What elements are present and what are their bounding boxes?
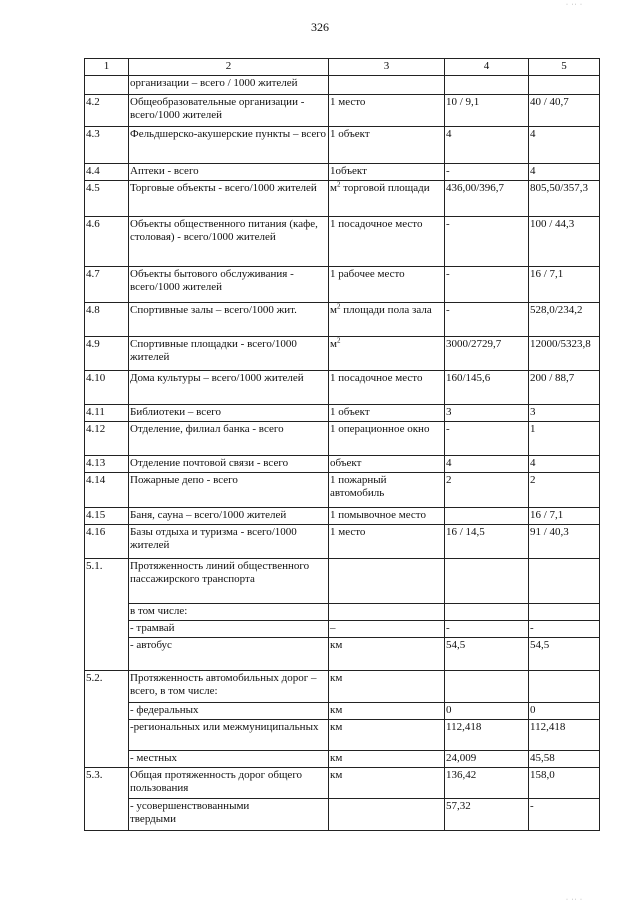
unit-superscript: 2 <box>336 180 341 189</box>
row-number: 4.5 <box>85 181 129 217</box>
header-col-5: 5 <box>529 59 600 76</box>
row-number: 4.16 <box>85 525 129 559</box>
row-value-target: 200 / 88,7 <box>529 371 600 405</box>
page-number: 326 <box>311 20 329 34</box>
corner-mark-top: · ·· · <box>566 2 583 8</box>
row-value-current: 436,00/396,7 <box>445 181 529 217</box>
row-indicator: - автобус <box>129 638 329 671</box>
row-value-target: 528,0/234,2 <box>529 303 600 337</box>
table-row <box>85 559 600 604</box>
row-unit <box>329 303 445 337</box>
row-unit: 1объект <box>329 164 445 181</box>
row-indicator: -региональных или межмуниципальных <box>129 720 329 751</box>
row-value-target: 16 / 7,1 <box>529 508 600 525</box>
row-unit: 1 место <box>329 525 445 559</box>
table-row <box>85 95 600 127</box>
row-value-target: 100 / 44,3 <box>529 217 600 267</box>
row-unit <box>329 559 445 604</box>
row-indicator: Объекты бытового обслуживания - всего/1000 жителей <box>129 267 329 303</box>
row-unit: 1 место <box>329 95 445 127</box>
row-unit: км <box>329 638 445 671</box>
table-row <box>85 405 600 422</box>
row-value-current: 24,009 <box>445 751 529 768</box>
row-indicator: Общая протяженность дорог общего пользования <box>129 768 329 799</box>
row-unit <box>329 799 445 831</box>
row-number: 4.8 <box>85 303 129 337</box>
row-number: 4.4 <box>85 164 129 181</box>
table-row <box>85 127 600 164</box>
row-value-target: 40 / 40,7 <box>529 95 600 127</box>
row-indicator: Баня, сауна – всего/1000 жителей <box>129 508 329 525</box>
row-indicator: Отделение, филиал банка - всего <box>129 422 329 456</box>
row-value-current: 4 <box>445 456 529 473</box>
row-indicator: Библиотеки – всего <box>129 405 329 422</box>
row-number: 4.10 <box>85 371 129 405</box>
table-row <box>85 525 600 559</box>
row-unit: 1 объект <box>329 405 445 422</box>
row-value-current: 57,32 <box>445 799 529 831</box>
row-value-current: 3000/2729,7 <box>445 337 529 371</box>
row-number: 5.3. <box>85 768 129 831</box>
row-indicator: Фельдшерско-акушерские пункты – всего <box>129 127 329 164</box>
row-unit: км <box>329 703 445 720</box>
table-row <box>85 671 600 703</box>
row-unit <box>329 604 445 621</box>
row-unit: 1 пожарный автомобиль <box>329 473 445 508</box>
row-value-current: 4 <box>445 127 529 164</box>
row-unit: – <box>329 621 445 638</box>
row-indicator: Протяженность линий общественного пассажирского транспорта <box>129 559 329 604</box>
row-indicator <box>129 799 329 831</box>
row-unit: 1 помывочное место <box>329 508 445 525</box>
row-value-current <box>445 76 529 95</box>
row-unit <box>329 76 445 95</box>
table-row <box>85 751 600 768</box>
unit-text: м <box>330 182 337 194</box>
table-row <box>85 621 600 638</box>
header-col-3: 3 <box>329 59 445 76</box>
table-row <box>85 371 600 405</box>
row-value-current: 112,418 <box>445 720 529 751</box>
row-value-current: 3 <box>445 405 529 422</box>
table-row <box>85 473 600 508</box>
row-indicator: организации – всего / 1000 жителей <box>129 76 329 95</box>
row-number: 4.11 <box>85 405 129 422</box>
table-row <box>85 337 600 371</box>
row-value-target: 112,418 <box>529 720 600 751</box>
row-indicator: - федеральных <box>129 703 329 720</box>
table-row <box>85 799 600 831</box>
row-number: 4.14 <box>85 473 129 508</box>
table-row <box>85 76 600 95</box>
row-indicator: Дома культуры – всего/1000 жителей <box>129 371 329 405</box>
row-number: 4.7 <box>85 267 129 303</box>
row-indicator: Торговые объекты - всего/1000 жителей <box>129 181 329 217</box>
header-col-4: 4 <box>445 59 529 76</box>
row-indicator: Отделение почтовой связи - всего <box>129 456 329 473</box>
row-unit: 1 рабочее место <box>329 267 445 303</box>
row-unit: км <box>329 768 445 799</box>
row-unit <box>329 337 445 371</box>
row-value-current: - <box>445 217 529 267</box>
row-value-current: 160/145,6 <box>445 371 529 405</box>
row-value-target: 4 <box>529 127 600 164</box>
table-row <box>85 768 600 799</box>
row-unit: 1 посадочное место <box>329 371 445 405</box>
row-number: 4.3 <box>85 127 129 164</box>
row-number: 5.2. <box>85 671 129 768</box>
row-value-target <box>529 559 600 604</box>
row-value-target: 2 <box>529 473 600 508</box>
row-indicator: в том числе: <box>129 604 329 621</box>
row-value-current: 0 <box>445 703 529 720</box>
table-row <box>85 508 600 525</box>
row-value-current: - <box>445 621 529 638</box>
row-value-target: 805,50/357,3 <box>529 181 600 217</box>
row-value-target: 12000/5323,8 <box>529 337 600 371</box>
row-unit: 1 операционное окно <box>329 422 445 456</box>
table-row <box>85 604 600 621</box>
row-number: 4.15 <box>85 508 129 525</box>
unit-text: м <box>330 304 337 316</box>
row-number: 4.9 <box>85 337 129 371</box>
row-value-current: - <box>445 164 529 181</box>
unit-superscript: 2 <box>336 336 341 345</box>
row-unit: 1 объект <box>329 127 445 164</box>
header-col-1: 1 <box>85 59 129 76</box>
row-value-current: 136,42 <box>445 768 529 799</box>
row-value-current <box>445 604 529 621</box>
row-indicator: Спортивные залы – всего/1000 жит. <box>129 303 329 337</box>
indicator-dash: - <box>130 800 134 812</box>
row-indicator: Пожарные депо - всего <box>129 473 329 508</box>
row-number: 4.13 <box>85 456 129 473</box>
row-value-current <box>445 671 529 703</box>
row-indicator: Аптеки - всего <box>129 164 329 181</box>
indicators-table <box>84 58 600 831</box>
corner-mark-bottom: · ·· · <box>566 897 583 903</box>
table-row <box>85 638 600 671</box>
row-value-current: 54,5 <box>445 638 529 671</box>
row-indicator: Общеобразовательные организации - всего/1000 жителей <box>129 95 329 127</box>
table-row <box>85 267 600 303</box>
row-value-target: 4 <box>529 164 600 181</box>
row-value-target: 0 <box>529 703 600 720</box>
row-indicator: Протяженность автомобильных дорог – всего, в том числе: <box>129 671 329 703</box>
table-row <box>85 181 600 217</box>
row-value-target: 158,0 <box>529 768 600 799</box>
table-row <box>85 720 600 751</box>
row-value-target: 91 / 40,3 <box>529 525 600 559</box>
row-number <box>85 76 129 95</box>
table-row <box>85 456 600 473</box>
row-number: 4.12 <box>85 422 129 456</box>
unit-text: м <box>330 338 337 350</box>
row-value-current: - <box>445 267 529 303</box>
row-unit: объект <box>329 456 445 473</box>
row-unit: км <box>329 671 445 703</box>
row-value-target: - <box>529 799 600 831</box>
row-unit: км <box>329 751 445 768</box>
row-value-target: 54,5 <box>529 638 600 671</box>
row-value-current: - <box>445 303 529 337</box>
table-row <box>85 303 600 337</box>
row-indicator: Базы отдыха и туризма - всего/1000 жителей <box>129 525 329 559</box>
row-value-target: 3 <box>529 405 600 422</box>
row-value-target: 16 / 7,1 <box>529 267 600 303</box>
row-number: 4.2 <box>85 95 129 127</box>
unit-text: площади пола зала <box>340 304 432 316</box>
row-value-target: 4 <box>529 456 600 473</box>
unit-text: торговой площади <box>340 182 430 194</box>
row-number: 4.6 <box>85 217 129 267</box>
row-value-target <box>529 604 600 621</box>
table-row <box>85 422 600 456</box>
row-value-target <box>529 76 600 95</box>
row-value-current: 2 <box>445 473 529 508</box>
row-value-current: 16 / 14,5 <box>445 525 529 559</box>
row-value-current <box>445 508 529 525</box>
header-col-2: 2 <box>129 59 329 76</box>
table-header-row <box>85 59 600 76</box>
row-indicator: Спортивные площадки - всего/1000 жителей <box>129 337 329 371</box>
row-value-current: 10 / 9,1 <box>445 95 529 127</box>
table-row <box>85 217 600 267</box>
row-value-target: - <box>529 621 600 638</box>
row-value-target <box>529 671 600 703</box>
row-indicator: - трамвай <box>129 621 329 638</box>
row-unit: 1 посадочное место <box>329 217 445 267</box>
unit-superscript: 2 <box>336 302 341 311</box>
row-value-current <box>445 559 529 604</box>
row-indicator: - местных <box>129 751 329 768</box>
indicator-line <box>130 800 327 813</box>
row-value-target: 45,58 <box>529 751 600 768</box>
row-unit: км <box>329 720 445 751</box>
row-indicator: Объекты общественного питания (кафе, столовая) - всего/1000 жителей <box>129 217 329 267</box>
indicator-line: твердыми <box>130 813 177 825</box>
row-unit <box>329 181 445 217</box>
row-value-target: 1 <box>529 422 600 456</box>
table-row <box>85 164 600 181</box>
table-row <box>85 703 600 720</box>
row-value-current: - <box>445 422 529 456</box>
indicator-word: усовершенствованными <box>136 800 250 812</box>
row-number: 5.1. <box>85 559 129 671</box>
